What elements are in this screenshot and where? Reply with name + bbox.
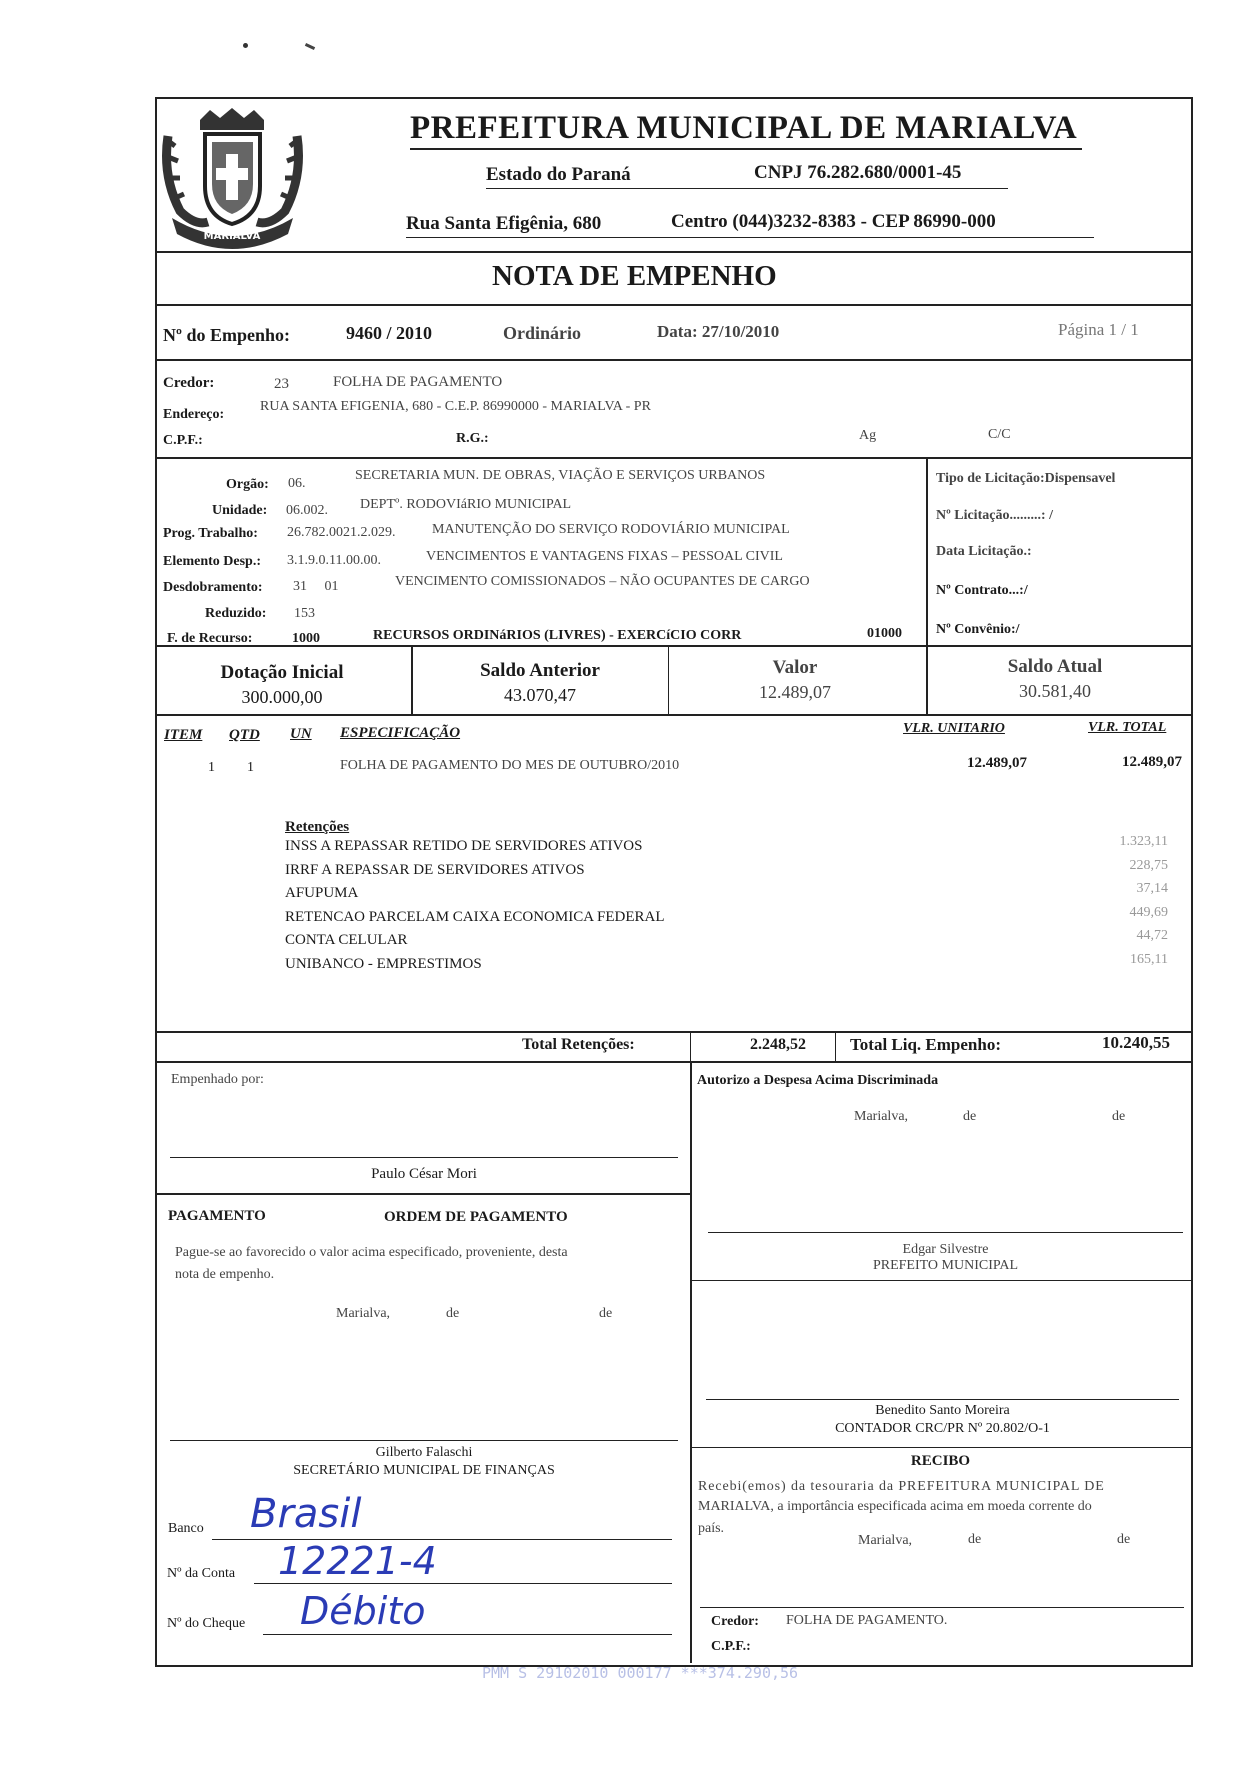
signature-line <box>170 1440 678 1441</box>
prefeito-name: Edgar Silvestre <box>902 1242 989 1257</box>
divider <box>155 304 1191 306</box>
conta-label: Nº da Conta <box>167 1566 236 1581</box>
pagamento-text-2: nota de empenho. <box>175 1267 275 1282</box>
divider <box>155 1193 690 1195</box>
elemento-code: 3.1.9.0.11.00.00. <box>287 553 381 568</box>
recibo-de1: de <box>968 1532 982 1547</box>
divider <box>155 1061 1191 1063</box>
retencoes-title: Retenções <box>285 819 350 835</box>
svg-text:MARIALVA: MARIALVA <box>203 231 261 242</box>
financas-role: SECRETÁRIO MUNICIPAL DE FINANÇAS <box>293 1463 555 1478</box>
recibo-line-1: Recebi(emos) da tesouraria da PREFEITURA MUNICIPAL DE <box>698 1479 1105 1494</box>
divider <box>926 645 928 714</box>
signature-line <box>170 1157 678 1158</box>
retencao-value: 37,14 <box>1136 881 1168 896</box>
item-total: 12.489,07 <box>1122 754 1182 770</box>
divider <box>155 251 1191 253</box>
recibo-cpf-label: C.P.F.: <box>711 1639 751 1654</box>
cheque-label: Nº do Cheque <box>167 1616 246 1631</box>
col-qtd: QTD <box>229 727 260 743</box>
prog-code: 26.782.0021.2.029. <box>287 525 396 540</box>
recibo-line-2: MARIALVA, a importância especificada acima em moeda corrente do <box>698 1499 1092 1514</box>
empenho-number: 9460 / 2010 <box>346 323 433 343</box>
col-total: VLR. TOTAL <box>1088 720 1167 735</box>
licitacao-tipo: Tipo de Licitação:Dispensavel <box>936 471 1116 486</box>
signature-line <box>706 1399 1179 1400</box>
prefeito-role: PREFEITO MUNICIPAL <box>872 1258 1019 1273</box>
empenhado-name: Paulo César Mori <box>371 1166 477 1182</box>
financas-name: Gilberto Falaschi <box>375 1445 473 1460</box>
unidade-label: Unidade: <box>212 503 268 518</box>
scan-speck <box>243 43 248 48</box>
prog-label: Prog. Trabalho: <box>163 526 258 541</box>
total-retencoes-label: Total Retenções: <box>522 1036 635 1053</box>
saldo-atual-value: 30.581,40 <box>1019 681 1091 701</box>
contador-role: CONTADOR CRC/PR Nº 20.802/O-1 <box>835 1421 1050 1436</box>
divider <box>690 1031 691 1061</box>
recurso-label: F. de Recurso: <box>167 631 253 646</box>
divider <box>690 1447 1191 1448</box>
reduzido-label: Reduzido: <box>205 606 267 621</box>
divider <box>155 645 1191 647</box>
retencao-desc: AFUPUMA <box>285 885 359 901</box>
retencao-value: 1.323,11 <box>1119 834 1168 849</box>
recibo-place: Marialva, <box>858 1533 913 1548</box>
empenhado-label: Empenhado por: <box>171 1072 264 1087</box>
retencao-value: 165,11 <box>1130 951 1168 967</box>
pagamento-label: PAGAMENTO <box>168 1208 266 1224</box>
divider <box>155 359 1191 361</box>
total-liq-label: Total Liq. Empenho: <box>850 1035 1001 1054</box>
header-cnpj: CNPJ 76.282.680/0001-45 <box>754 162 962 183</box>
licitacao-convenio: Nº Convênio:/ <box>936 622 1020 637</box>
total-liq-value: 10.240,55 <box>1102 1033 1170 1052</box>
endereco-value: RUA SANTA EFIGENIA, 680 - C.E.P. 86990000 - MARIALVA - PR <box>260 399 651 414</box>
divider <box>668 645 669 714</box>
unidade-code: 06.002. <box>286 503 328 518</box>
header-title-underline <box>410 148 1082 150</box>
cheque-line <box>263 1634 672 1635</box>
col-unit: VLR. UNITARIO <box>903 721 1005 736</box>
empenho-type: Ordinário <box>503 323 582 343</box>
valor-value: 12.489,07 <box>759 682 831 702</box>
ordem-label: ORDEM DE PAGAMENTO <box>384 1209 568 1225</box>
endereco-label: Endereço: <box>163 407 225 422</box>
rg-label: R.G.: <box>456 431 489 446</box>
unidade-desc: DEPTº. RODOVIáRIO MUNICIPAL <box>360 497 572 512</box>
recibo-title: RECIBO <box>910 1453 971 1469</box>
licitacao-contrato: Nº Contrato...:/ <box>936 583 1028 598</box>
recibo-de2: de <box>1117 1532 1131 1547</box>
cc-label: C/C <box>988 427 1011 442</box>
desdobramento-code: 31 01 <box>293 579 339 594</box>
col-espec: ESPECIFICAÇÃO <box>340 725 461 741</box>
header-address: Rua Santa Efigênia, 680 <box>406 213 602 234</box>
retencao-desc: CONTA CELULAR <box>285 932 408 948</box>
total-retencoes-value: 2.248,52 <box>750 1036 806 1053</box>
prog-desc: MANUTENÇÃO DO SERVIÇO RODOVIÁRIO MUNICIPAL <box>432 522 790 537</box>
header-title: PREFEITURA MUNICIPAL DE MARIALVA <box>410 110 1078 146</box>
divider <box>926 457 928 645</box>
retencao-desc: IRRF A REPASSAR DE SERVIDORES ATIVOS <box>285 861 585 878</box>
pagamento-de1: de <box>446 1306 460 1321</box>
retencao-value: 44,72 <box>1136 928 1168 943</box>
header-district: Centro (044)3232-8383 - CEP 86990-000 <box>671 211 996 232</box>
divider <box>690 1280 1191 1281</box>
reduzido-value: 153 <box>294 606 315 621</box>
divider <box>155 1031 1191 1033</box>
retencao-desc: RETENCAO PARCELAM CAIXA ECONOMICA FEDERAL <box>285 908 665 925</box>
licitacao-data: Data Licitação.: <box>936 544 1032 559</box>
pagamento-place: Marialva, <box>336 1306 391 1321</box>
recurso-value: 1000 <box>292 631 320 646</box>
conta-value: 12221-4 <box>278 1539 437 1583</box>
desdobramento-desc: VENCIMENTO COMISSIONADOS – NÃO OCUPANTES DE CARGO <box>395 574 810 589</box>
header-state-underline <box>486 188 1008 189</box>
divider <box>690 1061 692 1663</box>
divider <box>835 1031 836 1061</box>
item-unit: 12.489,07 <box>967 755 1027 771</box>
conta-line <box>254 1583 672 1584</box>
col-item: ITEM <box>164 727 203 743</box>
item-desc: FOLHA DE PAGAMENTO DO MES DE OUTUBRO/2010 <box>340 758 680 773</box>
recibo-line-3: país. <box>698 1521 725 1536</box>
orgao-desc: SECRETARIA MUN. DE OBRAS, VIAÇÃO E SERVIÇOS URBANOS <box>355 468 766 483</box>
autorizo-place: Marialva, <box>854 1109 909 1124</box>
item-qtd: 1 <box>247 760 254 775</box>
credor-label: Credor: <box>163 375 215 391</box>
empenho-date: Data: 27/10/2010 <box>657 322 780 341</box>
retencao-value: 449,69 <box>1129 904 1168 920</box>
divider <box>411 645 413 714</box>
ag-label: Ag <box>859 428 877 443</box>
dotacao-inicial-value: 300.000,00 <box>241 687 323 707</box>
cpf-label: C.P.F.: <box>163 433 203 448</box>
recibo-credor-value: FOLHA DE PAGAMENTO. <box>786 1613 948 1628</box>
desdobramento-label: Desdobramento: <box>163 580 263 595</box>
page-number: Página 1 / 1 <box>1058 320 1139 339</box>
saldo-anterior-label: Saldo Anterior <box>480 660 600 681</box>
orgao-code: 06. <box>288 476 306 491</box>
cheque-value: Débito <box>300 1589 426 1633</box>
credor-code: 23 <box>274 376 289 392</box>
divider <box>155 714 1191 716</box>
licitacao-numero: Nº Licitação.........: / <box>936 508 1053 523</box>
retencao-desc: UNIBANCO - EMPRESTIMOS <box>285 955 482 972</box>
retencao-desc: INSS A REPASSAR RETIDO DE SERVIDORES ATIVOS <box>285 838 643 854</box>
empenho-number-label: Nº do Empenho: <box>163 325 290 345</box>
valor-label: Valor <box>772 657 818 678</box>
col-un: UN <box>290 726 312 742</box>
signature-line <box>708 1232 1183 1233</box>
recurso-code: 01000 <box>867 626 902 641</box>
scan-speck <box>305 43 315 50</box>
bank-stamp: PMM S 29102010 000177 ***374.290,56 <box>482 1664 799 1682</box>
pagamento-text-1: Pague-se ao favorecido o valor acima especificado, proveniente, desta <box>175 1245 568 1260</box>
signature-line <box>700 1607 1184 1608</box>
header-address-underline <box>406 237 1094 238</box>
coat-of-arms-icon <box>160 106 305 256</box>
pagamento-de2: de <box>599 1306 613 1321</box>
doc-title: NOTA DE EMPENHO <box>492 260 777 292</box>
header-state: Estado do Paraná <box>486 164 631 185</box>
autorizo-de1: de <box>963 1109 977 1124</box>
elemento-desc: VENCIMENTOS E VANTAGENS FIXAS – PESSOAL CIVIL <box>426 549 783 564</box>
saldo-atual-label: Saldo Atual <box>1007 656 1103 677</box>
credor-name: FOLHA DE PAGAMENTO <box>333 374 503 390</box>
banco-value: Brasil <box>250 1491 362 1537</box>
autorizo-de2: de <box>1112 1109 1126 1124</box>
recibo-credor-label: Credor: <box>711 1614 759 1629</box>
elemento-label: Elemento Desp.: <box>163 554 261 569</box>
retencao-value: 228,75 <box>1129 857 1168 873</box>
banco-label: Banco <box>168 1521 204 1536</box>
divider <box>155 457 1191 459</box>
dotacao-inicial-label: Dotação Inicial <box>220 662 344 683</box>
item-number: 1 <box>208 760 215 775</box>
saldo-anterior-value: 43.070,47 <box>504 685 576 705</box>
recurso-desc: RECURSOS ORDINáRIOS (LIVRES) - EXERCíCIO CORR <box>373 628 742 643</box>
autorizo-label: Autorizo a Despesa Acima Discriminada <box>697 1073 939 1088</box>
orgao-label: Orgão: <box>226 477 269 492</box>
contador-name: Benedito Santo Moreira <box>875 1403 1010 1418</box>
